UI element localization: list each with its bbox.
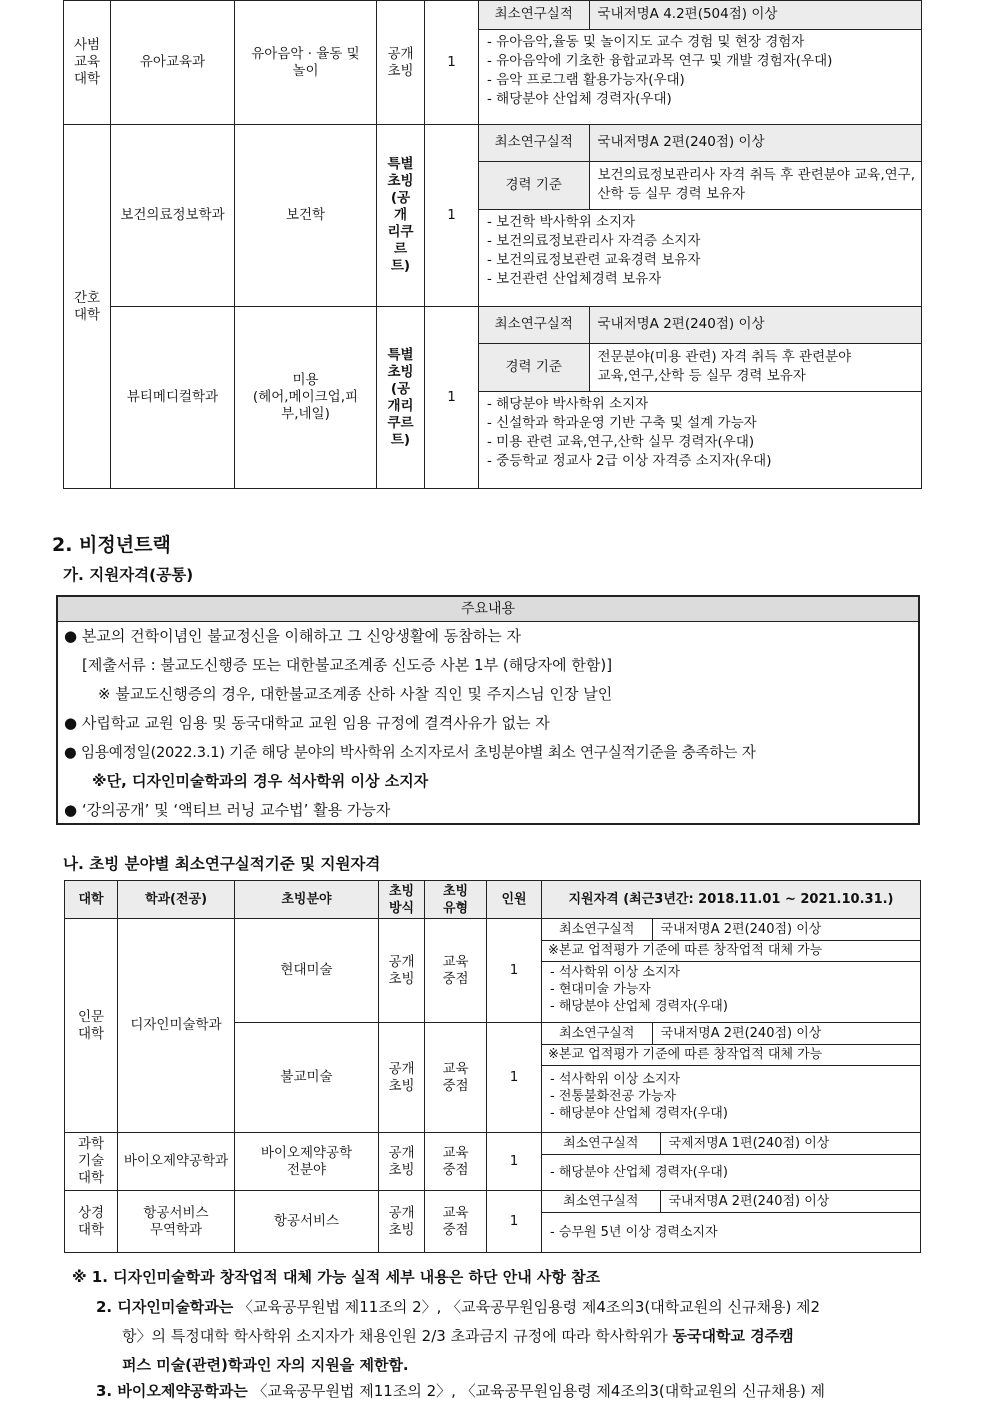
- method-cell: 공개 초빙: [379, 1191, 425, 1253]
- field-cell: 바이오제약공학 전분야: [235, 1133, 379, 1191]
- method-cell: 공개 초빙: [379, 1133, 425, 1191]
- footnote-2-emphasis: 퍼스 미술(관련)학과인 자의 지원을 제한함.: [122, 1356, 409, 1374]
- career-value: 전문분야(미용 관련) 자격 취득 후 관련분야 교육,연구,산학 등 실무 경력 보유자: [589, 343, 921, 391]
- field-cell: 불교미술: [235, 1023, 379, 1133]
- research-label: 최소연구실적: [542, 1133, 660, 1154]
- header-college: 대학: [65, 881, 118, 919]
- count-cell: 1: [487, 1133, 542, 1191]
- footnote-2-text: 항〉의 특정대학 학사학위 소지자가 채용인원 2/3 초과금지 규정에 따라 학사학위가: [122, 1327, 673, 1345]
- count-cell: 1: [425, 125, 479, 307]
- header-type: 초빙 유형: [425, 881, 487, 919]
- dept-cell: 보건의료정보학과: [111, 125, 235, 307]
- substitute-note: ※본교 업적평가 기준에 따른 창작업적 대체 가능: [542, 1044, 920, 1065]
- type-cell: 교육 중점: [425, 1191, 487, 1253]
- research-label: 최소연구실적: [479, 1, 589, 29]
- list-item: - 전통불화전공 가능자: [550, 1088, 676, 1104]
- list-item: - 보건학 박사학위 소지자: [487, 213, 636, 230]
- field-cell: 미용 (헤어,메이크업,피 부,네일): [235, 307, 377, 489]
- career-value: 보건의료정보관리사 자격 취득 후 관련분야 교육,연구,산학 등 실무 경력 보유자: [589, 161, 921, 209]
- list-item: - 해당분야 산업체 경력자(우대): [550, 998, 728, 1014]
- qualification-list: [479, 30, 921, 112]
- requirement-line: [제출서류 : 불교도신행증 또는 대한불교조계종 신도증 사본 1부 (해당자에 한함)]: [82, 656, 613, 674]
- list-item: - 현대미술 가능자: [550, 981, 651, 997]
- field-cell: 항공서비스: [235, 1191, 379, 1253]
- qualification-cell: [479, 125, 922, 307]
- qualification-cell: [542, 1023, 921, 1133]
- type-cell: 교육 중점: [425, 1133, 487, 1191]
- faculty-table-2: [64, 880, 921, 1253]
- section-title: 2. 비정년트랙: [52, 534, 171, 556]
- field-cell: 유아음악 · 율동 및 놀이: [235, 1, 377, 125]
- dept-cell: 뷰티메디컬학과: [111, 307, 235, 489]
- requirement-line: ● 본교의 건학이념인 불교정신을 이해하고 그 신앙생활에 동참하는 자: [64, 627, 521, 645]
- dept-cell: 디자인미술학과: [118, 919, 235, 1133]
- count-cell: 1: [487, 1023, 542, 1133]
- list-item: - 해당분야 박사학위 소지자: [487, 395, 649, 412]
- subsection-title-b: 나. 초빙 분야별 최소연구실적기준 및 지원자격: [63, 855, 381, 873]
- list-item: - 석사학위 이상 소지자: [550, 964, 681, 980]
- career-label: 경력 기준: [479, 343, 589, 391]
- career-label: 경력 기준: [479, 161, 589, 209]
- list-item: - 중등학교 정교사 2급 이상 자격증 소지자(우대): [487, 452, 772, 469]
- list-item: - 해당분야 산업체 경력자(우대): [487, 90, 672, 107]
- college-cell: 인문 대학: [65, 919, 118, 1133]
- footnote-3: [96, 1380, 825, 1401]
- method-cell: 특별 초빙 (공 개 리쿠 르 트): [377, 125, 425, 307]
- requirement-line: ● 사립학교 교원 임용 및 동국대학교 교원 임용 규정에 결격사유가 없는 자: [64, 714, 550, 732]
- list-item: - 해당분야 산업체 경력자(우대): [550, 1164, 728, 1180]
- qualification-list: [542, 1213, 920, 1244]
- dept-cell: 유아교육과: [111, 1, 235, 125]
- research-value: 국내저명A 2편(240점) 이상: [652, 919, 920, 940]
- footnote-3-dept: 3. 바이오제약공학과는: [96, 1382, 248, 1400]
- type-cell: 교육 중점: [425, 919, 487, 1023]
- research-label: 최소연구실적: [542, 1191, 660, 1212]
- list-item: - 신설학과 학과운영 기반 구축 및 설계 가능자: [487, 414, 757, 431]
- footnote-2: [96, 1293, 918, 1380]
- research-value: 국내저명A 2편(240점) 이상: [589, 125, 921, 161]
- footnote-2-emphasis: 동국대학교 경주캠: [672, 1327, 794, 1345]
- qualification-cell: [479, 1, 922, 125]
- header-field: 초빙분야: [235, 881, 379, 919]
- qualification-list: [542, 962, 920, 1018]
- list-item: - 보건의료정보관리사 자격증 소지자: [487, 232, 701, 249]
- research-label: 최소연구실적: [542, 919, 652, 940]
- field-cell: 현대미술: [235, 919, 379, 1023]
- list-item: - 보건의료정보관련 교육경력 보유자: [487, 251, 701, 268]
- count-cell: 1: [487, 1191, 542, 1253]
- requirement-line: ※단, 디자인미술학과의 경우 석사학위 이상 소지자: [92, 772, 429, 790]
- faculty-table-1: [63, 0, 922, 489]
- requirement-line: ● ‘강의공개’ 및 ‘액티브 러닝 교수법’ 활용 가능자: [64, 801, 391, 819]
- substitute-note: ※본교 업적평가 기준에 따른 창작업적 대체 가능: [542, 940, 920, 961]
- college-cell: 간호 대학: [64, 125, 111, 489]
- qualification-list: [542, 1155, 920, 1184]
- research-value: 국내저명A 2편(240점) 이상: [652, 1023, 920, 1044]
- research-value: 국내저명A 4.2편(504점) 이상: [589, 1, 921, 29]
- dept-cell: 항공서비스 무역학과: [118, 1191, 235, 1253]
- list-item: - 유아음악,율동 및 놀이지도 교수 경험 및 현장 경험자: [487, 33, 805, 50]
- header-dept: 학과(전공): [118, 881, 235, 919]
- footnote-2-dept: 2. 디자인미술학과는: [96, 1298, 234, 1316]
- qualification-cell: [479, 307, 922, 489]
- footnote-2-text: 〈교육공무원법 제11조의 2〉, 〈교육공무원임용령 제4조의3(대학교원의 신규채용) 제2: [233, 1298, 821, 1316]
- qualification-list: [479, 210, 921, 292]
- header-count: 인원: [487, 881, 542, 919]
- count-cell: 1: [425, 307, 479, 489]
- list-item: - 승무원 5년 이상 경력소지자: [550, 1224, 718, 1240]
- list-item: - 해당분야 산업체 경력자(우대): [550, 1105, 728, 1121]
- box-header: 주요내용: [58, 597, 918, 622]
- method-cell: 공개 초빙: [379, 919, 425, 1023]
- research-label: 최소연구실적: [542, 1023, 652, 1044]
- college-cell: 과학 기술 대학: [65, 1133, 118, 1191]
- list-item: - 미용 관련 교육,연구,산학 실무 경력자(우대): [487, 433, 755, 450]
- list-item: - 석사학위 이상 소지자: [550, 1071, 681, 1087]
- field-cell: 보건학: [235, 125, 377, 307]
- qualification-cell: [542, 919, 921, 1023]
- research-value: 국내저명A 2편(240점) 이상: [589, 307, 921, 343]
- method-cell: 특별 초빙 (공 개리 쿠르 트): [377, 307, 425, 489]
- dept-cell: 바이오제약공학과: [118, 1133, 235, 1191]
- count-cell: 1: [487, 919, 542, 1023]
- common-requirements-box: [56, 595, 920, 825]
- qualification-list: [542, 1066, 920, 1125]
- list-item: - 유아음악에 기초한 융합교과목 연구 및 개발 경험자(우대): [487, 52, 833, 69]
- research-label: 최소연구실적: [479, 125, 589, 161]
- requirement-line: ※ 불교도신행증의 경우, 대한불교조계종 산하 사찰 직인 및 주지스님 인장 날인: [98, 685, 613, 703]
- college-cell: 사범 교육 대학: [64, 1, 111, 125]
- footnote-1: ※ 1. 디자인미술학과 창작업적 대체 가능 실적 세부 내용은 하단 안내 사항 참조: [72, 1268, 601, 1286]
- research-value: 국내저명A 2편(240점) 이상: [660, 1191, 920, 1212]
- type-cell: 교육 중점: [425, 1023, 487, 1133]
- footnote-3-text: 〈교육공무원법 제11조의 2〉, 〈교육공무원임용령 제4조의3(대학교원의 신규채용) 제: [247, 1382, 826, 1400]
- requirement-line: ● 임용예정일(2022.3.1) 기준 해당 분야의 박사학위 소지자로서 초빙분야별 최소 연구실적기준을 충족하는 자: [64, 744, 756, 761]
- research-label: 최소연구실적: [479, 307, 589, 343]
- header-method: 초빙 방식: [379, 881, 425, 919]
- college-cell: 상경 대학: [65, 1191, 118, 1253]
- method-cell: 공개 초빙: [377, 1, 425, 125]
- research-value: 국제저명A 1편(240점) 이상: [660, 1133, 920, 1154]
- qualification-cell: [542, 1133, 921, 1191]
- header-qualification: 지원자격 (최근3년간: 2018.11.01 ~ 2021.10.31.): [542, 881, 921, 919]
- qualification-list: [479, 392, 921, 474]
- count-cell: 1: [425, 1, 479, 125]
- qualification-cell: [542, 1191, 921, 1253]
- list-item: - 보건관련 산업체경력 보유자: [487, 270, 662, 287]
- subsection-title-a: 가. 지원자격(공통): [63, 566, 194, 584]
- list-item: - 음악 프로그램 활용가능자(우대): [487, 71, 685, 88]
- method-cell: 공개 초빙: [379, 1023, 425, 1133]
